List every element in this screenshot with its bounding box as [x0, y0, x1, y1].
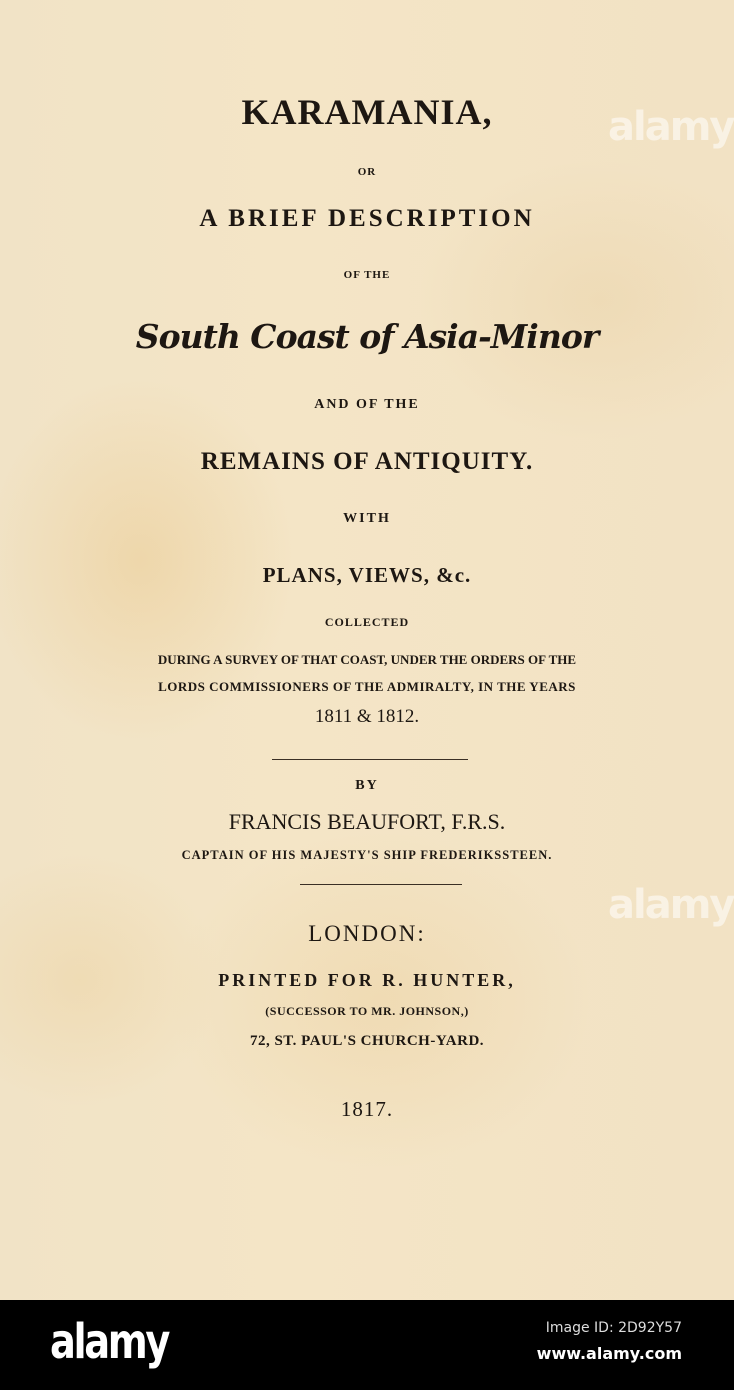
successor-line: (SUCCESSOR TO MR. JOHNSON,) — [265, 1004, 469, 1018]
survey-line-1: DURING A SURVEY OF THAT COAST, UNDER THE ORDERS OF THE — [157, 652, 577, 667]
alamy-logo: alamy — [50, 1314, 169, 1370]
or-label: OR — [357, 166, 377, 178]
and-of-the-label: AND OF THE — [314, 397, 420, 412]
publication-year: 1817. — [340, 1097, 394, 1121]
remains-title: REMAINS OF ANTIQUITY. — [200, 448, 534, 475]
watermark-logo: alamy — [608, 882, 734, 928]
of-the-label: OF THE — [343, 269, 391, 281]
site-url: www.alamy.com — [536, 1344, 682, 1363]
image-id: Image ID: 2D92Y57 — [545, 1320, 682, 1336]
by-label: BY — [355, 778, 379, 793]
city: LONDON: — [308, 921, 426, 946]
subtitle: A BRIEF DESCRIPTION — [199, 205, 535, 232]
footer-bar — [0, 1300, 734, 1390]
collected-label: COLLECTED — [324, 615, 410, 629]
address-line: 72, ST. PAUL'S CHURCH-YARD. — [249, 1033, 485, 1049]
book-title: KARAMANIA, — [241, 92, 493, 132]
printer-line: PRINTED FOR R. HUNTER, — [218, 970, 516, 990]
author-title: CAPTAIN OF HIS MAJESTY'S SHIP FREDERIKSSTEEN. — [181, 848, 553, 862]
plans-line: PLANS, VIEWS, &c. — [262, 563, 472, 587]
divider-rule — [300, 884, 462, 885]
with-label: WITH — [343, 511, 391, 526]
years-line: 1811 & 1812. — [314, 706, 420, 727]
region-title: South Coast of Asia-Minor — [135, 317, 599, 356]
survey-line-2: LORDS COMMISSIONERS OF THE ADMIRALTY, IN THE YEARS — [158, 679, 576, 694]
watermark-logo: alamy — [608, 104, 734, 150]
divider-rule — [272, 759, 468, 760]
author-name: FRANCIS BEAUFORT, F.R.S. — [228, 809, 506, 834]
